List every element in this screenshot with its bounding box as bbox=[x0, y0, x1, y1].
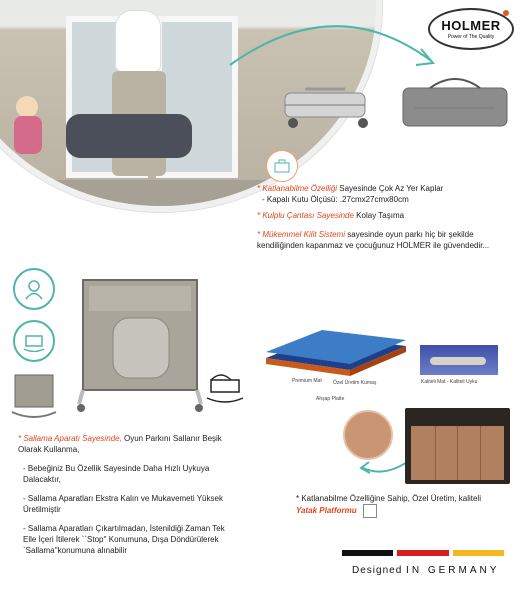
washable-icon bbox=[363, 504, 377, 518]
rocking-features bbox=[18, 433, 240, 556]
bed-platform-image bbox=[405, 408, 510, 484]
logo-brand: HOLMER bbox=[441, 18, 501, 33]
sleeping-person-image bbox=[420, 345, 498, 375]
platform-feature bbox=[296, 493, 516, 518]
label-premium-mat: Premium Mat bbox=[292, 378, 322, 384]
rocking-crib-icon bbox=[13, 320, 55, 362]
mattress-layers-image bbox=[262, 330, 410, 400]
label-ahsap-platte: Ahşap Platte bbox=[316, 396, 345, 402]
carry-bag bbox=[66, 114, 192, 158]
designed-in-germany bbox=[352, 565, 499, 576]
platform-text: * Katlanabilme Özelliğine Sahip, Özel Üretim, kaliteli bbox=[296, 494, 481, 503]
rocking-p4: - Sallama Aparatları Çıkartılmadan, İstenildiği Zaman Tek Elle İçeri İtilerek ``Stop'' Konumuna, Dışa Döndürülerek `Sallama''konumuna alınabilir bbox=[23, 524, 225, 555]
feature-lock-system: * Mükemmel Kilit Sistemi sayesinde oyun parkı hiç bir şekilde kendiliğinden kapanmaz ve çocuğunuz HOLMER ile güvendedir... bbox=[257, 230, 490, 250]
flag-bar-black bbox=[342, 550, 393, 556]
flag-bar-red bbox=[397, 550, 448, 556]
label-ozel-kumas: Özel Üretim Kumaş bbox=[333, 380, 377, 386]
folded-playpen-image bbox=[275, 75, 385, 135]
rocking-p2: - Bebeğiniz Bu Özellik Sayesinde Daha Hızlı Uykuya Dalacaktır, bbox=[23, 464, 210, 484]
platform-seam bbox=[435, 426, 436, 480]
child-head bbox=[16, 96, 38, 118]
logo-dot bbox=[503, 10, 509, 16]
rocking-p3: - Sallama Aparatları Ekstra Kalın ve Mukavemeti Yüksek Üretilmiştir bbox=[23, 494, 223, 514]
child-dress bbox=[14, 116, 42, 154]
country-label: IN GERMANY bbox=[406, 565, 500, 576]
platform-highlight: Yatak Platformu bbox=[296, 506, 357, 516]
holmer-logo bbox=[428, 8, 514, 50]
feature-box-size: - Kapalı Kutu Ölçüsü: .27cmx27cmx80cm bbox=[262, 195, 409, 204]
teal-curved-arrow bbox=[225, 5, 455, 85]
designed-label: Designed bbox=[352, 565, 403, 576]
bag-icon bbox=[266, 150, 298, 182]
label-kaliteli-mat: Kaliteli Mat - Kaliteli Uyku bbox=[421, 379, 478, 385]
rocking-p1: * Sallama Aparatı Sayesinde, Oyun Parkını Sallanır Beşik Olarak Kullanma, bbox=[18, 434, 222, 454]
logo-tagline: Power of The Quality bbox=[447, 34, 495, 40]
germany-flag-bars bbox=[342, 550, 504, 556]
feature-folding: * Katlanabilme Özelliği Sayesinde Çok Az Yer Kaplar bbox=[257, 184, 444, 193]
sleeping-person bbox=[430, 357, 486, 365]
feature-handle-bag: * Kulplu Çantası Sayesinde Kolay Taşıma bbox=[257, 211, 405, 220]
cradle-icon bbox=[205, 370, 245, 404]
baby-icon bbox=[13, 268, 55, 310]
mother-figure bbox=[116, 11, 160, 71]
platform-seam bbox=[480, 426, 481, 480]
flag-bar-gold bbox=[453, 550, 504, 556]
playpen-image bbox=[75, 270, 205, 415]
features-top bbox=[257, 183, 519, 251]
platform-seam bbox=[457, 426, 458, 480]
rocking-playpen-thumbnail bbox=[10, 370, 60, 420]
carry-bag-image bbox=[395, 78, 515, 133]
